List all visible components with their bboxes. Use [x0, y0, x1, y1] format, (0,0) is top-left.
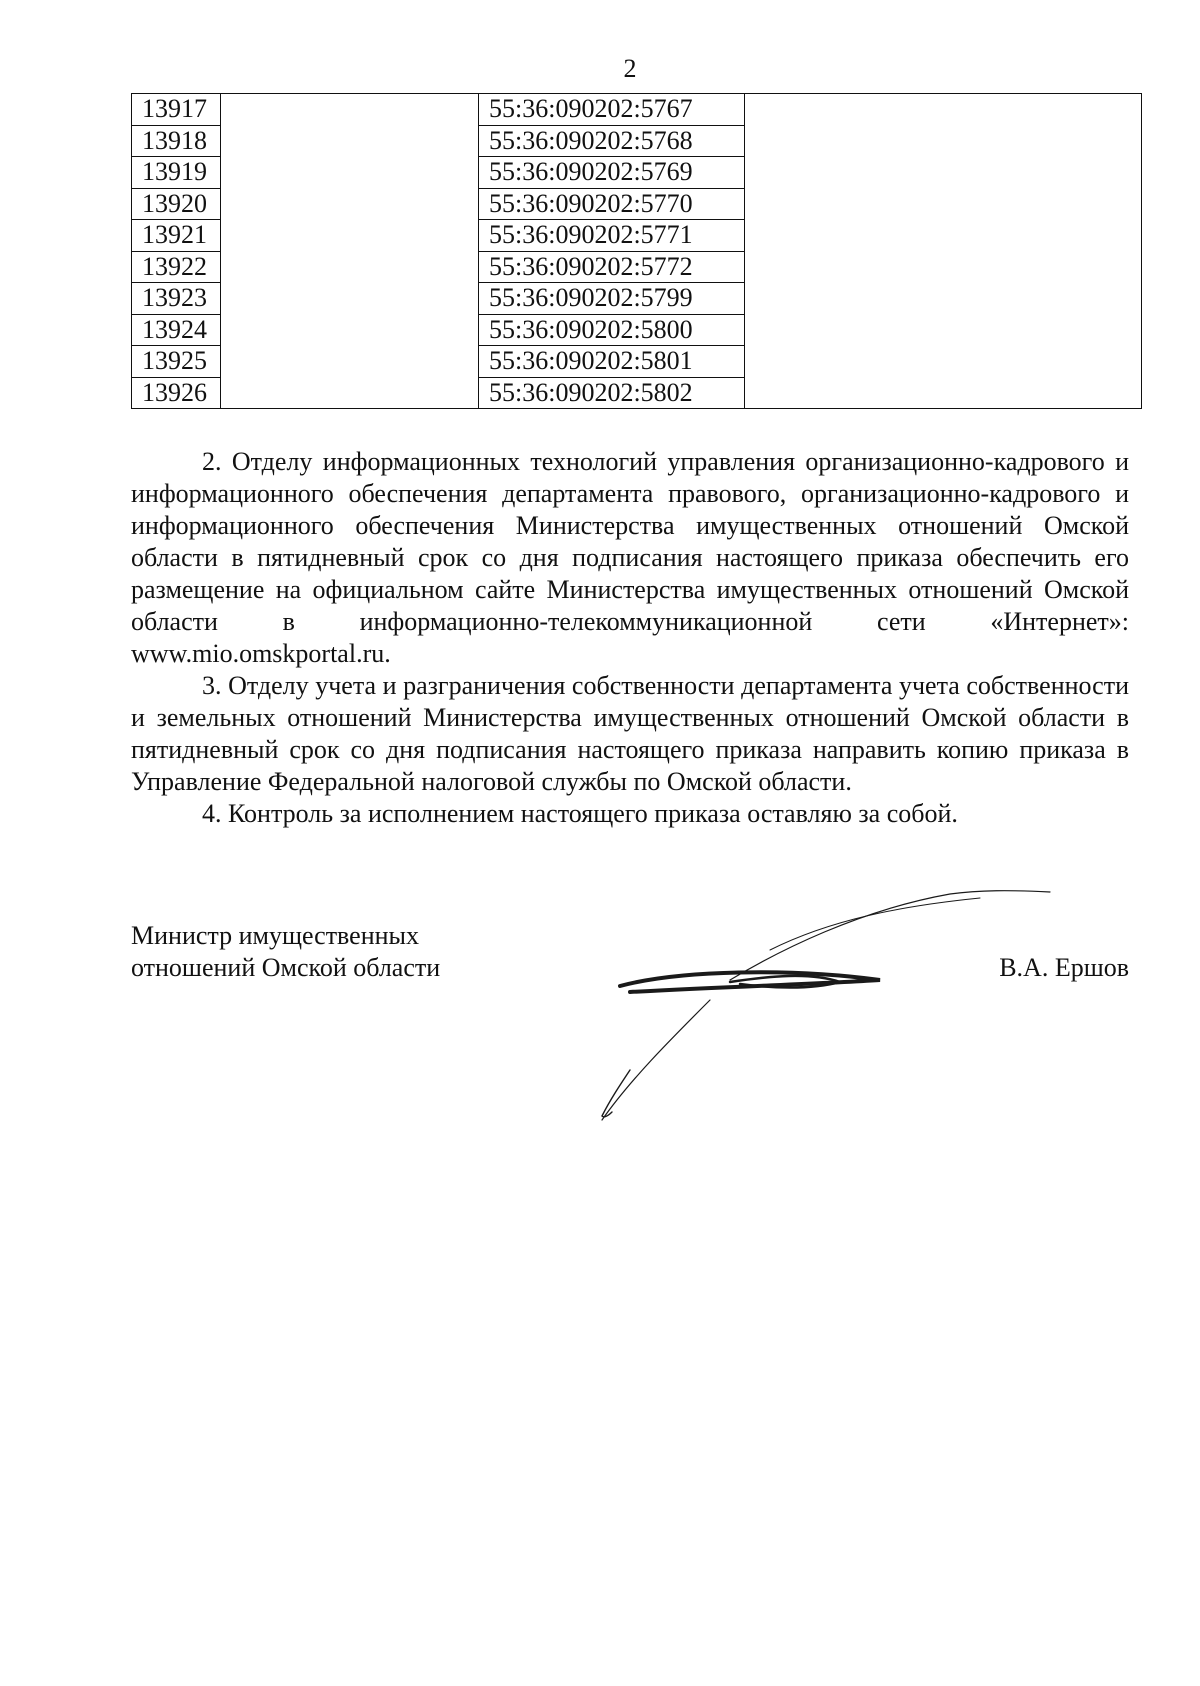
empty-cell — [221, 157, 479, 189]
signer-title-line2: отношений Омской области — [131, 953, 441, 982]
row-number-cell: 13924 — [132, 314, 221, 346]
table-row — [132, 283, 1142, 315]
empty-cell — [745, 314, 1142, 346]
cadastral-number-cell: 55:36:090202:5769 — [479, 157, 745, 189]
table-row — [132, 220, 1142, 252]
row-number-cell: 13920 — [132, 188, 221, 220]
cadastral-number-cell: 55:36:090202:5802 — [479, 377, 745, 409]
empty-cell — [221, 220, 479, 252]
empty-cell — [745, 251, 1142, 283]
empty-cell — [221, 314, 479, 346]
cadastral-table — [131, 93, 1142, 409]
table-row — [132, 157, 1142, 189]
table-row — [132, 251, 1142, 283]
row-number-cell: 13926 — [132, 377, 221, 409]
row-number-cell: 13917 — [132, 94, 221, 126]
table-row — [132, 314, 1142, 346]
empty-cell — [221, 283, 479, 315]
signer-name: В.А. Ершов — [999, 953, 1129, 982]
row-number-cell: 13925 — [132, 346, 221, 378]
cadastral-table-body — [132, 94, 1142, 409]
cadastral-number-cell: 55:36:090202:5801 — [479, 346, 745, 378]
empty-cell — [745, 125, 1142, 157]
table-row — [132, 188, 1142, 220]
row-number-cell: 13919 — [132, 157, 221, 189]
signature-stroke-rise — [730, 891, 1050, 980]
empty-cell — [221, 346, 479, 378]
handwritten-signature — [590, 880, 1070, 1140]
signature-stroke-descender — [602, 1000, 710, 1120]
empty-cell — [745, 220, 1142, 252]
cadastral-number-cell: 55:36:090202:5767 — [479, 94, 745, 126]
empty-cell — [745, 188, 1142, 220]
cadastral-number-cell: 55:36:090202:5799 — [479, 283, 745, 315]
order-body — [131, 446, 1129, 830]
empty-cell — [221, 125, 479, 157]
empty-cell — [221, 188, 479, 220]
empty-cell — [745, 94, 1142, 126]
cadastral-number-cell: 55:36:090202:5770 — [479, 188, 745, 220]
signature-stroke-hook — [602, 1070, 630, 1117]
empty-cell — [745, 377, 1142, 409]
row-number-cell: 13921 — [132, 220, 221, 252]
signer-title — [131, 920, 551, 984]
table-row — [132, 377, 1142, 409]
empty-cell — [745, 283, 1142, 315]
empty-cell — [221, 377, 479, 409]
cadastral-number-cell: 55:36:090202:5772 — [479, 251, 745, 283]
paragraph-4: 4. Контроль за исполнением настоящего приказа оставляю за собой. — [202, 799, 958, 828]
row-number-cell: 13922 — [132, 251, 221, 283]
row-number-cell: 13923 — [132, 283, 221, 315]
empty-cell — [221, 251, 479, 283]
empty-cell — [745, 346, 1142, 378]
paragraph-3: 3. Отделу учета и разграничения собственности департамента учета собственности и земельных отношений Министерства имущественных отношений Омской области в пятидневный срок со дня подписания настоящего приказа направить копию приказа в Управление Федеральной налоговой службы по Омской области. — [131, 671, 1129, 796]
cadastral-number-cell: 55:36:090202:5771 — [479, 220, 745, 252]
page-number: 2 — [623, 54, 637, 83]
table-row — [132, 346, 1142, 378]
table-row — [132, 94, 1142, 126]
cadastral-number-cell: 55:36:090202:5768 — [479, 125, 745, 157]
paragraph-2: 2. Отделу информационных технологий управления организационно-кадрового и информационного обеспечения департамента правового, организационно-кадрового и информационного обеспечения Министерства имущественных отношений Омской области в пятидневный срок со дня подписания настоящего приказа обеспечить его размещение на официальном сайте Министерства имущественных отношений Омской области в информационно-телекоммуникационной сети «Интернет»: www.mio.omskportal.ru. — [131, 447, 1129, 668]
signer-title-line1: Министр имущественных — [131, 921, 420, 950]
row-number-cell: 13918 — [132, 125, 221, 157]
table-row — [132, 125, 1142, 157]
empty-cell — [221, 94, 479, 126]
cadastral-number-cell: 55:36:090202:5800 — [479, 314, 745, 346]
empty-cell — [745, 157, 1142, 189]
